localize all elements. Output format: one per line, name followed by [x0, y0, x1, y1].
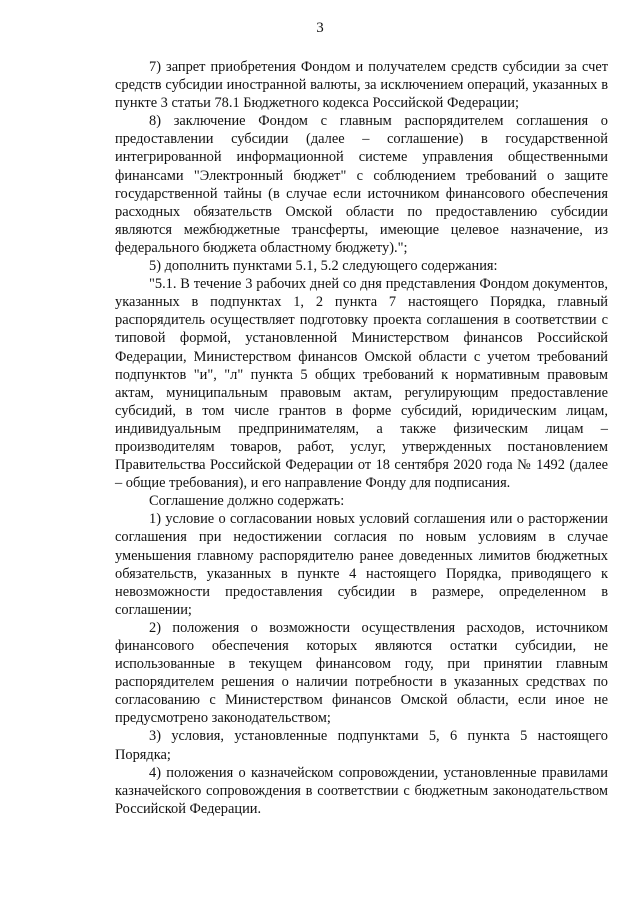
paragraph-condition-4: 4) положения о казначейском сопровождении, установленные правилами казначейского сопровождения в соответствии с бюджетным законодательством Российской Федерации. [115, 764, 608, 817]
paragraph-agreement-intro: Соглашение должно содержать: [149, 493, 345, 510]
document-body [115, 58, 608, 818]
page-number: 3 [316, 20, 324, 36]
paragraph-item-8: 8) заключение Фондом с главным распорядителем соглашения о предоставлении субсидии (далее – соглашение) в государственной интегрированной информационной системе управления общественными финансами "Электронный бюджет" с соблюдением требований о защите государственной тайны (в случае если источником финансового обеспечения расходных обязательств Омской области по предоставлению субсидии являются межбюджетные трансферты, имеющие целевое назначение, из федерального бюджета областному бюджету)."; [115, 113, 608, 256]
paragraph-condition-1: 1) условие о согласовании новых условий соглашения или о расторжении соглашения при недостижении согласия по новым условиям в случае уменьшения главному распорядителю ранее доведенных лимитов бюджетных обязательств, указанных в пункте 4 настоящего Порядка, приводящего к невозможности предоставления субсидии в размере, определенном в соглашении; [115, 511, 608, 618]
paragraph-item-7: 7) запрет приобретения Фондом и получателем средств субсидии за счет средств субсидии иностранной валюты, за исключением операций, указанных в пункте 3 статьи 78.1 Бюджетного кодекса Российской Федерации; [115, 59, 608, 112]
paragraph-condition-2: 2) положения о возможности осуществления расходов, источником финансового обеспечения которых являются остатки субсидии, не использованные в текущем финансовом году, при принятии главным распорядителем решения о наличии потребности в указанных средствах по согласованию с Министерством финансов Омской области, если иное не предусмотрено законодательством; [115, 619, 608, 727]
paragraph-5-1: "5.1. В течение 3 рабочих дней со дня представления Фондом документов, указанных в подпунктах 1, 2 пункта 7 настоящего Порядка, главный распорядитель осуществляет подготовку проекта соглашения в соответствии с типовой формой, установленной Министерством финансов Российской Федерации, Министерством финансов Омской области с учетом требований подпунктов "и", "л" пункта 5 общих требований к нормативным правовым актам, муниципальным правовым актам, регулирующим предоставление субсидий, в том числе грантов в форме субсидий, юридическим лицам, индивидуальным предпринимателям, а также физическим лицам – производителям товаров, работ, услуг, утвержденных постановлением Правительства Российской Федерации от 18 сентября 2020 года № 1492 (далее – общие требования), и его направление Фонду для подписания. [115, 276, 608, 492]
paragraph-condition-3: 3) условия, установленные подпунктами 5, 6 пункта 5 настоящего Порядка; [115, 728, 608, 763]
paragraph-amendment-5: 5) дополнить пунктами 5.1, 5.2 следующего содержания: [149, 258, 498, 275]
